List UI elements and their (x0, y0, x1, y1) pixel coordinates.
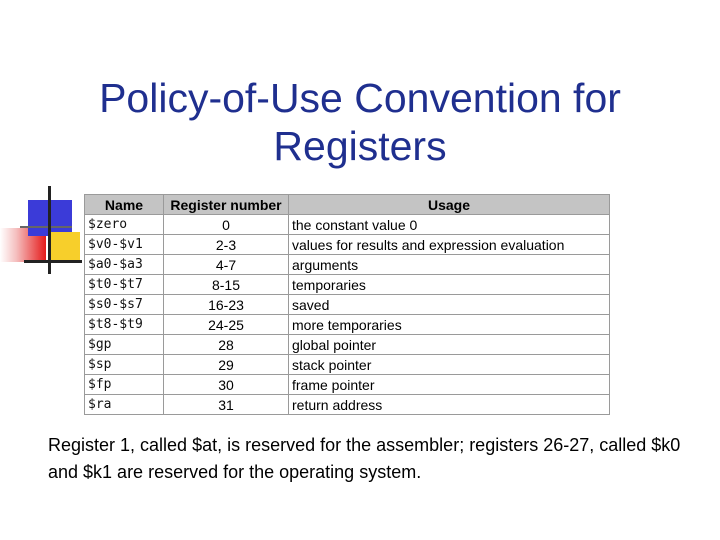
table-row (85, 295, 610, 315)
register-usage-cell: frame pointer (289, 375, 610, 395)
register-usage-cell: the constant value 0 (289, 215, 610, 235)
footnote-text: Register 1, called $at, is reserved for the assembler; registers 26-27, called $k0 and $k1 are reserved for the operating system. (48, 435, 681, 482)
register-number-cell: 30 (164, 375, 289, 395)
register-name-cell: $a0-$a3 (85, 255, 164, 275)
register-number-cell: 29 (164, 355, 289, 375)
register-number-cell: 0 (164, 215, 289, 235)
register-number-cell: 4-7 (164, 255, 289, 275)
register-name-cell: $t0-$t7 (85, 275, 164, 295)
table-row (85, 335, 610, 355)
table-row (85, 375, 610, 395)
register-usage-cell: arguments (289, 255, 610, 275)
decorative-yellow-square (50, 232, 80, 262)
register-table (84, 194, 610, 415)
register-usage-cell: temporaries (289, 275, 610, 295)
table-row (85, 215, 610, 235)
table-row (85, 235, 610, 255)
table-row (85, 355, 610, 375)
header-usage: Usage (289, 195, 610, 215)
register-usage-cell: values for results and expression evaluation (289, 235, 610, 255)
table-row (85, 275, 610, 295)
register-name-cell: $fp (85, 375, 164, 395)
register-number-cell: 2-3 (164, 235, 289, 255)
decorative-line (20, 226, 72, 228)
register-usage-cell: more temporaries (289, 315, 610, 335)
register-name-cell: $t8-$t9 (85, 315, 164, 335)
register-number-cell: 8-15 (164, 275, 289, 295)
register-usage-cell: stack pointer (289, 355, 610, 375)
register-name-cell: $v0-$v1 (85, 235, 164, 255)
register-name-cell: $s0-$s7 (85, 295, 164, 315)
slide-title (40, 74, 680, 170)
header-name: Name (85, 195, 164, 215)
title-line-2: Registers (273, 123, 447, 169)
table-row (85, 395, 610, 415)
register-name-cell: $zero (85, 215, 164, 235)
title-line-1: Policy-of-Use Convention for (99, 75, 621, 121)
header-register-number: Register number (164, 195, 289, 215)
register-usage-cell: global pointer (289, 335, 610, 355)
decorative-horizontal-line (24, 260, 82, 263)
table-row (85, 315, 610, 335)
register-number-cell: 28 (164, 335, 289, 355)
register-name-cell: $gp (85, 335, 164, 355)
register-name-cell: $ra (85, 395, 164, 415)
register-usage-cell: saved (289, 295, 610, 315)
register-number-cell: 16-23 (164, 295, 289, 315)
register-number-cell: 24-25 (164, 315, 289, 335)
table-header-row (85, 195, 610, 215)
register-name-cell: $sp (85, 355, 164, 375)
register-usage-cell: return address (289, 395, 610, 415)
table-row (85, 255, 610, 275)
register-number-cell: 31 (164, 395, 289, 415)
